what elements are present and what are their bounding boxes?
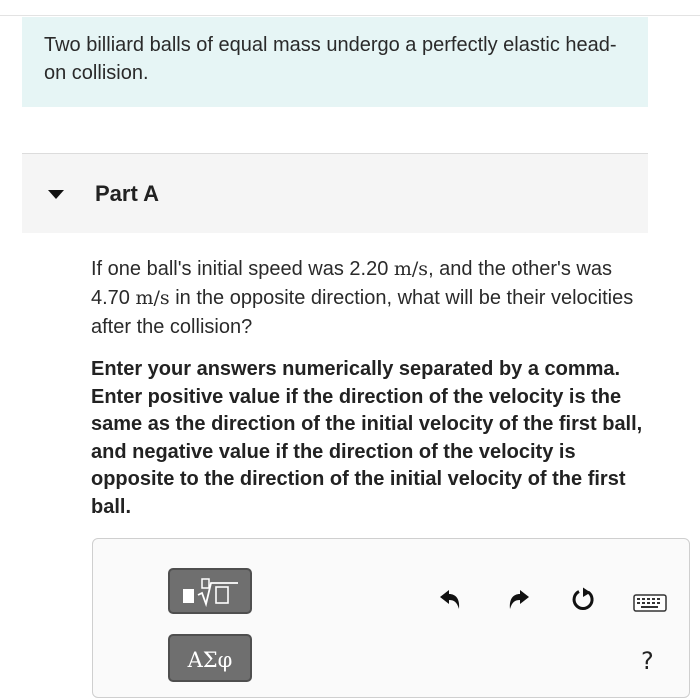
collapse-caret-icon[interactable]: [48, 190, 64, 199]
speed-unit: m/s: [135, 287, 170, 309]
help-label: ?: [641, 647, 654, 675]
symbols-button[interactable]: [168, 634, 252, 682]
symbols-label: ΑΣφ: [187, 648, 233, 672]
part-a-header[interactable]: [22, 153, 648, 233]
keyboard-icon[interactable]: [633, 594, 667, 612]
problem-intro: [22, 17, 648, 107]
reset-icon[interactable]: [570, 587, 596, 613]
redo-icon[interactable]: [506, 589, 532, 611]
help-icon[interactable]: [641, 647, 654, 675]
answer-panel: [92, 538, 690, 698]
part-title: Part A: [95, 181, 159, 206]
top-divider: [0, 15, 700, 16]
templates-icon: [178, 576, 244, 608]
templates-button[interactable]: [168, 568, 252, 614]
undo-icon[interactable]: [437, 589, 463, 611]
problem-intro-text: Two billiard balls of equal mass undergo a perfectly elastic head-on collision.: [44, 34, 617, 84]
answer-instructions: Enter your answers numerically separated by a comma. Enter positive value if the direction of the velocity is the same as the direction of the initial velocity of the first ball, and negative value if the direction of the velocity is opposite to the direction of the initial velocity of the first ball.: [91, 358, 643, 518]
question-text: If one ball's initial speed was 2.20 m/s, and the other's was 4.70 m/s in the opposite direction, what will be their velocities after the collision?: [91, 258, 634, 338]
speed-unit: m/s: [393, 258, 429, 280]
